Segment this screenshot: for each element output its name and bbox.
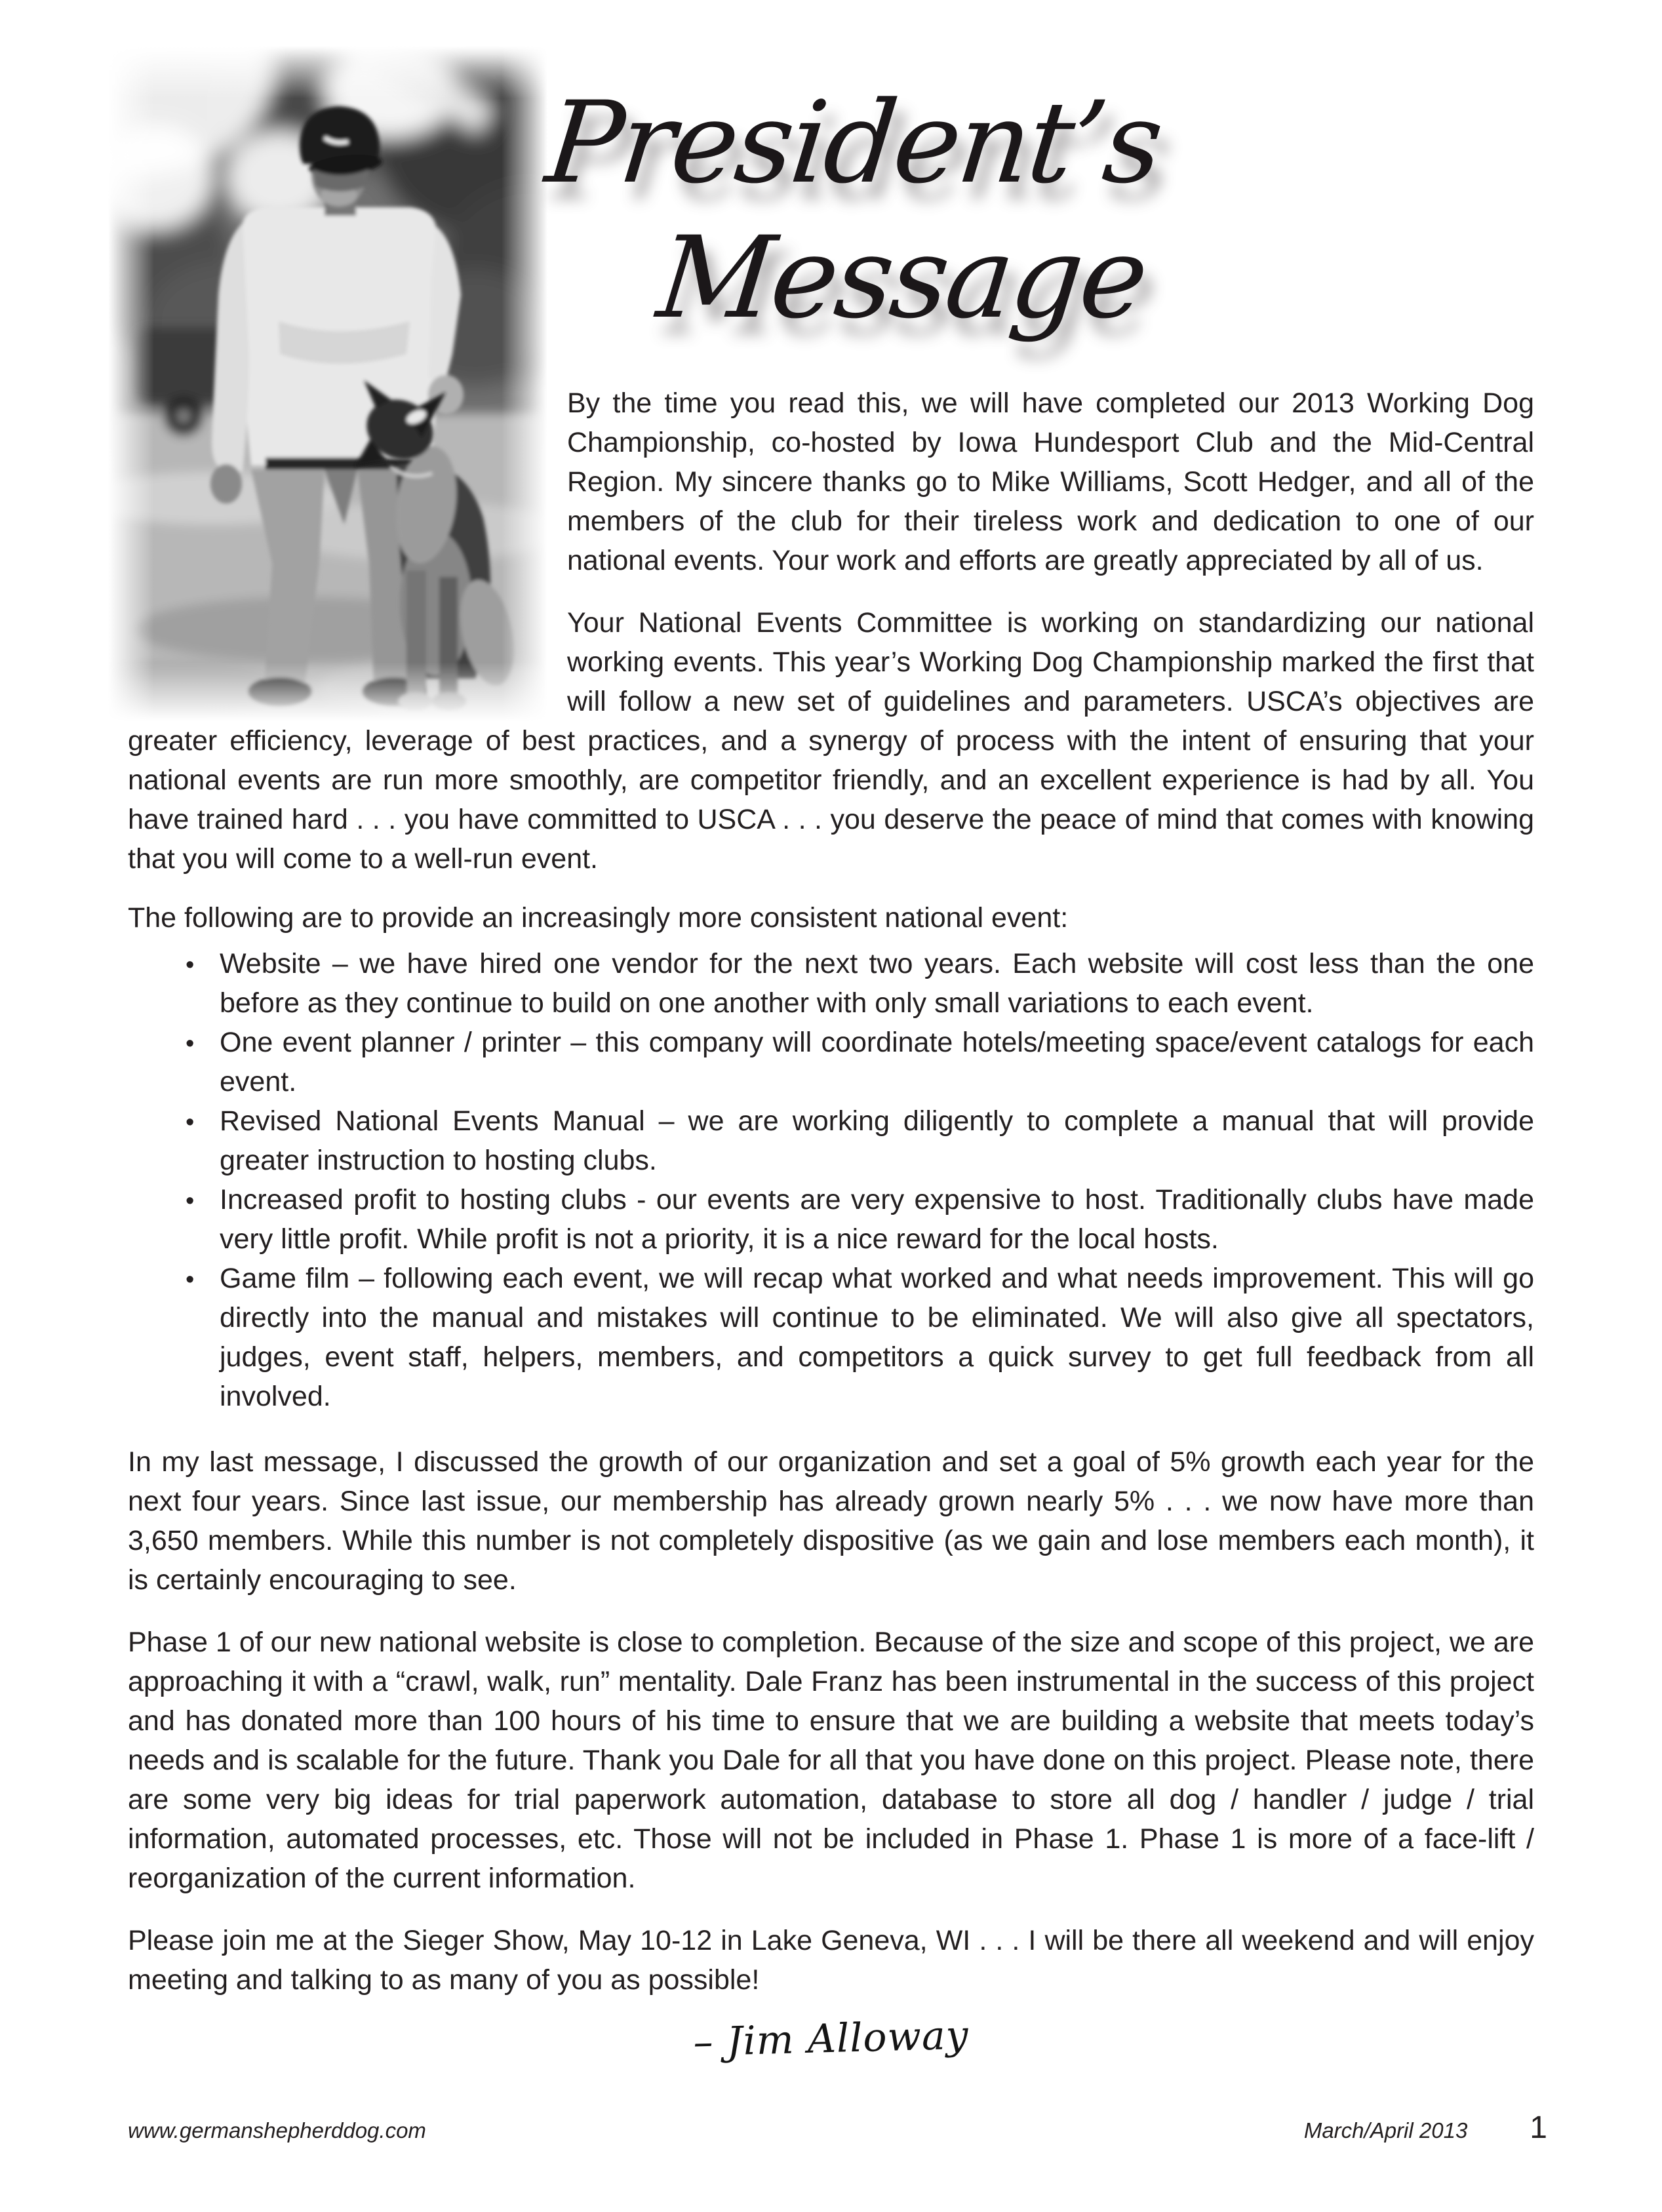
list-item-game-film: • Game film – following each event, we will recap what worked and what needs improvement. This will go directly into the manual and mistakes will continue to be eliminated. We will also give all spectators, judges, event staff, helpers, members, and competitors a quick survey to get full feedback from all involved. — [220, 1259, 1534, 1416]
page-footer — [128, 2110, 1547, 2146]
title-line-presidents: President’s — [540, 77, 1167, 208]
paragraph-sieger-show-invite: Please join me at the Sieger Show, May 10-12 in Lake Geneva, WI . . . I will be there all weekend and will enjoy meeting and talking to as many of you as possible! — [128, 1925, 1534, 1996]
list-intro: The following are to provide an increasingly more consistent national event: — [128, 902, 1069, 934]
paragraph-membership-growth: In my last message, I discussed the growth of our organization and set a goal of 5% growth each year for the next four years. Since last issue, our membership has already grown nearly 5% . . . we now have more than 3,650 members. While this number is not completely dispositive (as we gain and lose members each month), it is certainly encouraging to see. — [128, 1446, 1534, 1596]
list-item-events-manual: • Revised National Events Manual – we are working diligently to complete a manual that will provide greater instruction to hosting clubs. — [220, 1101, 1534, 1180]
page-number: 1 — [1530, 2110, 1547, 2145]
list-item-website: • Website – we have hired one vendor for the next two years. Each website will cost less than the one before as they continue to build on one another with only small variations to each event. — [220, 944, 1534, 1023]
paragraph-national-events-committee: Your National Events Committee is working on standardizing our national working events. This year’s Working Dog Championship marked the first that will follow a new set of guidelines and parameters. USCA’s objectives are greater efficiency, leverage of best practices, and a synergy of process with the intent of ensuring that your national events are run more smoothly, are competitor friendly, and an excellent experience is had by all. You have trained hard . . . you have committed to USCA . . . you deserve the peace of mind that comes with knowing that you will come to a well-run event. — [128, 607, 1534, 875]
signature-jim-alloway: – Jim Alloway — [692, 2012, 970, 2066]
footer-website: www.germanshepherddog.com — [128, 2118, 426, 2143]
footer-issue-date: March/April 2013 — [1303, 2118, 1468, 2143]
paragraph-website-phase1: Phase 1 of our new national website is close to completion. Because of the size and scope of this project, we are approaching it with a “crawl, walk, run” mentality. Dale Franz has been instrumental in the success of this project and has donated more than 100 hours of his time to ensure that we are building a website that meets today’s needs and is scalable for the future. Thank you Dale for all that you have done on this project. Please note, there are some very big ideas for trial paperwork automation, database to store all dog / handler / judge / trial information, automated processes, etc. Those will not be included in Phase 1. Phase 1 is more of a face-lift / reorganization of the current information. — [128, 1627, 1534, 1894]
improvements-bullet-list — [128, 944, 1534, 1416]
page-title — [128, 46, 1534, 384]
list-item-increased-profit: • Increased profit to hosting clubs - our events are very expensive to host. Traditionally clubs have made very little profit. While profit is not a priority, it is a nice reward for the local hosts. — [220, 1180, 1534, 1259]
footer-right-group — [1304, 2110, 1547, 2146]
list-item-event-planner: • One event planner / printer – this company will coordinate hotels/meeting space/event catalogs for each event. — [220, 1023, 1534, 1101]
title-line-message: Message — [652, 212, 1152, 344]
paragraph-championship-thanks: By the time you read this, we will have completed our 2013 Working Dog Championship, co-hosted by Iowa Hundesport Club and the Mid-Central Region. My sincere thanks go to Mike Williams, Scott Hedger, and all of the members of the club for their tireless work and dedication to one of our national events. Your work and efforts are greatly appreciated by all of us. — [567, 387, 1534, 576]
